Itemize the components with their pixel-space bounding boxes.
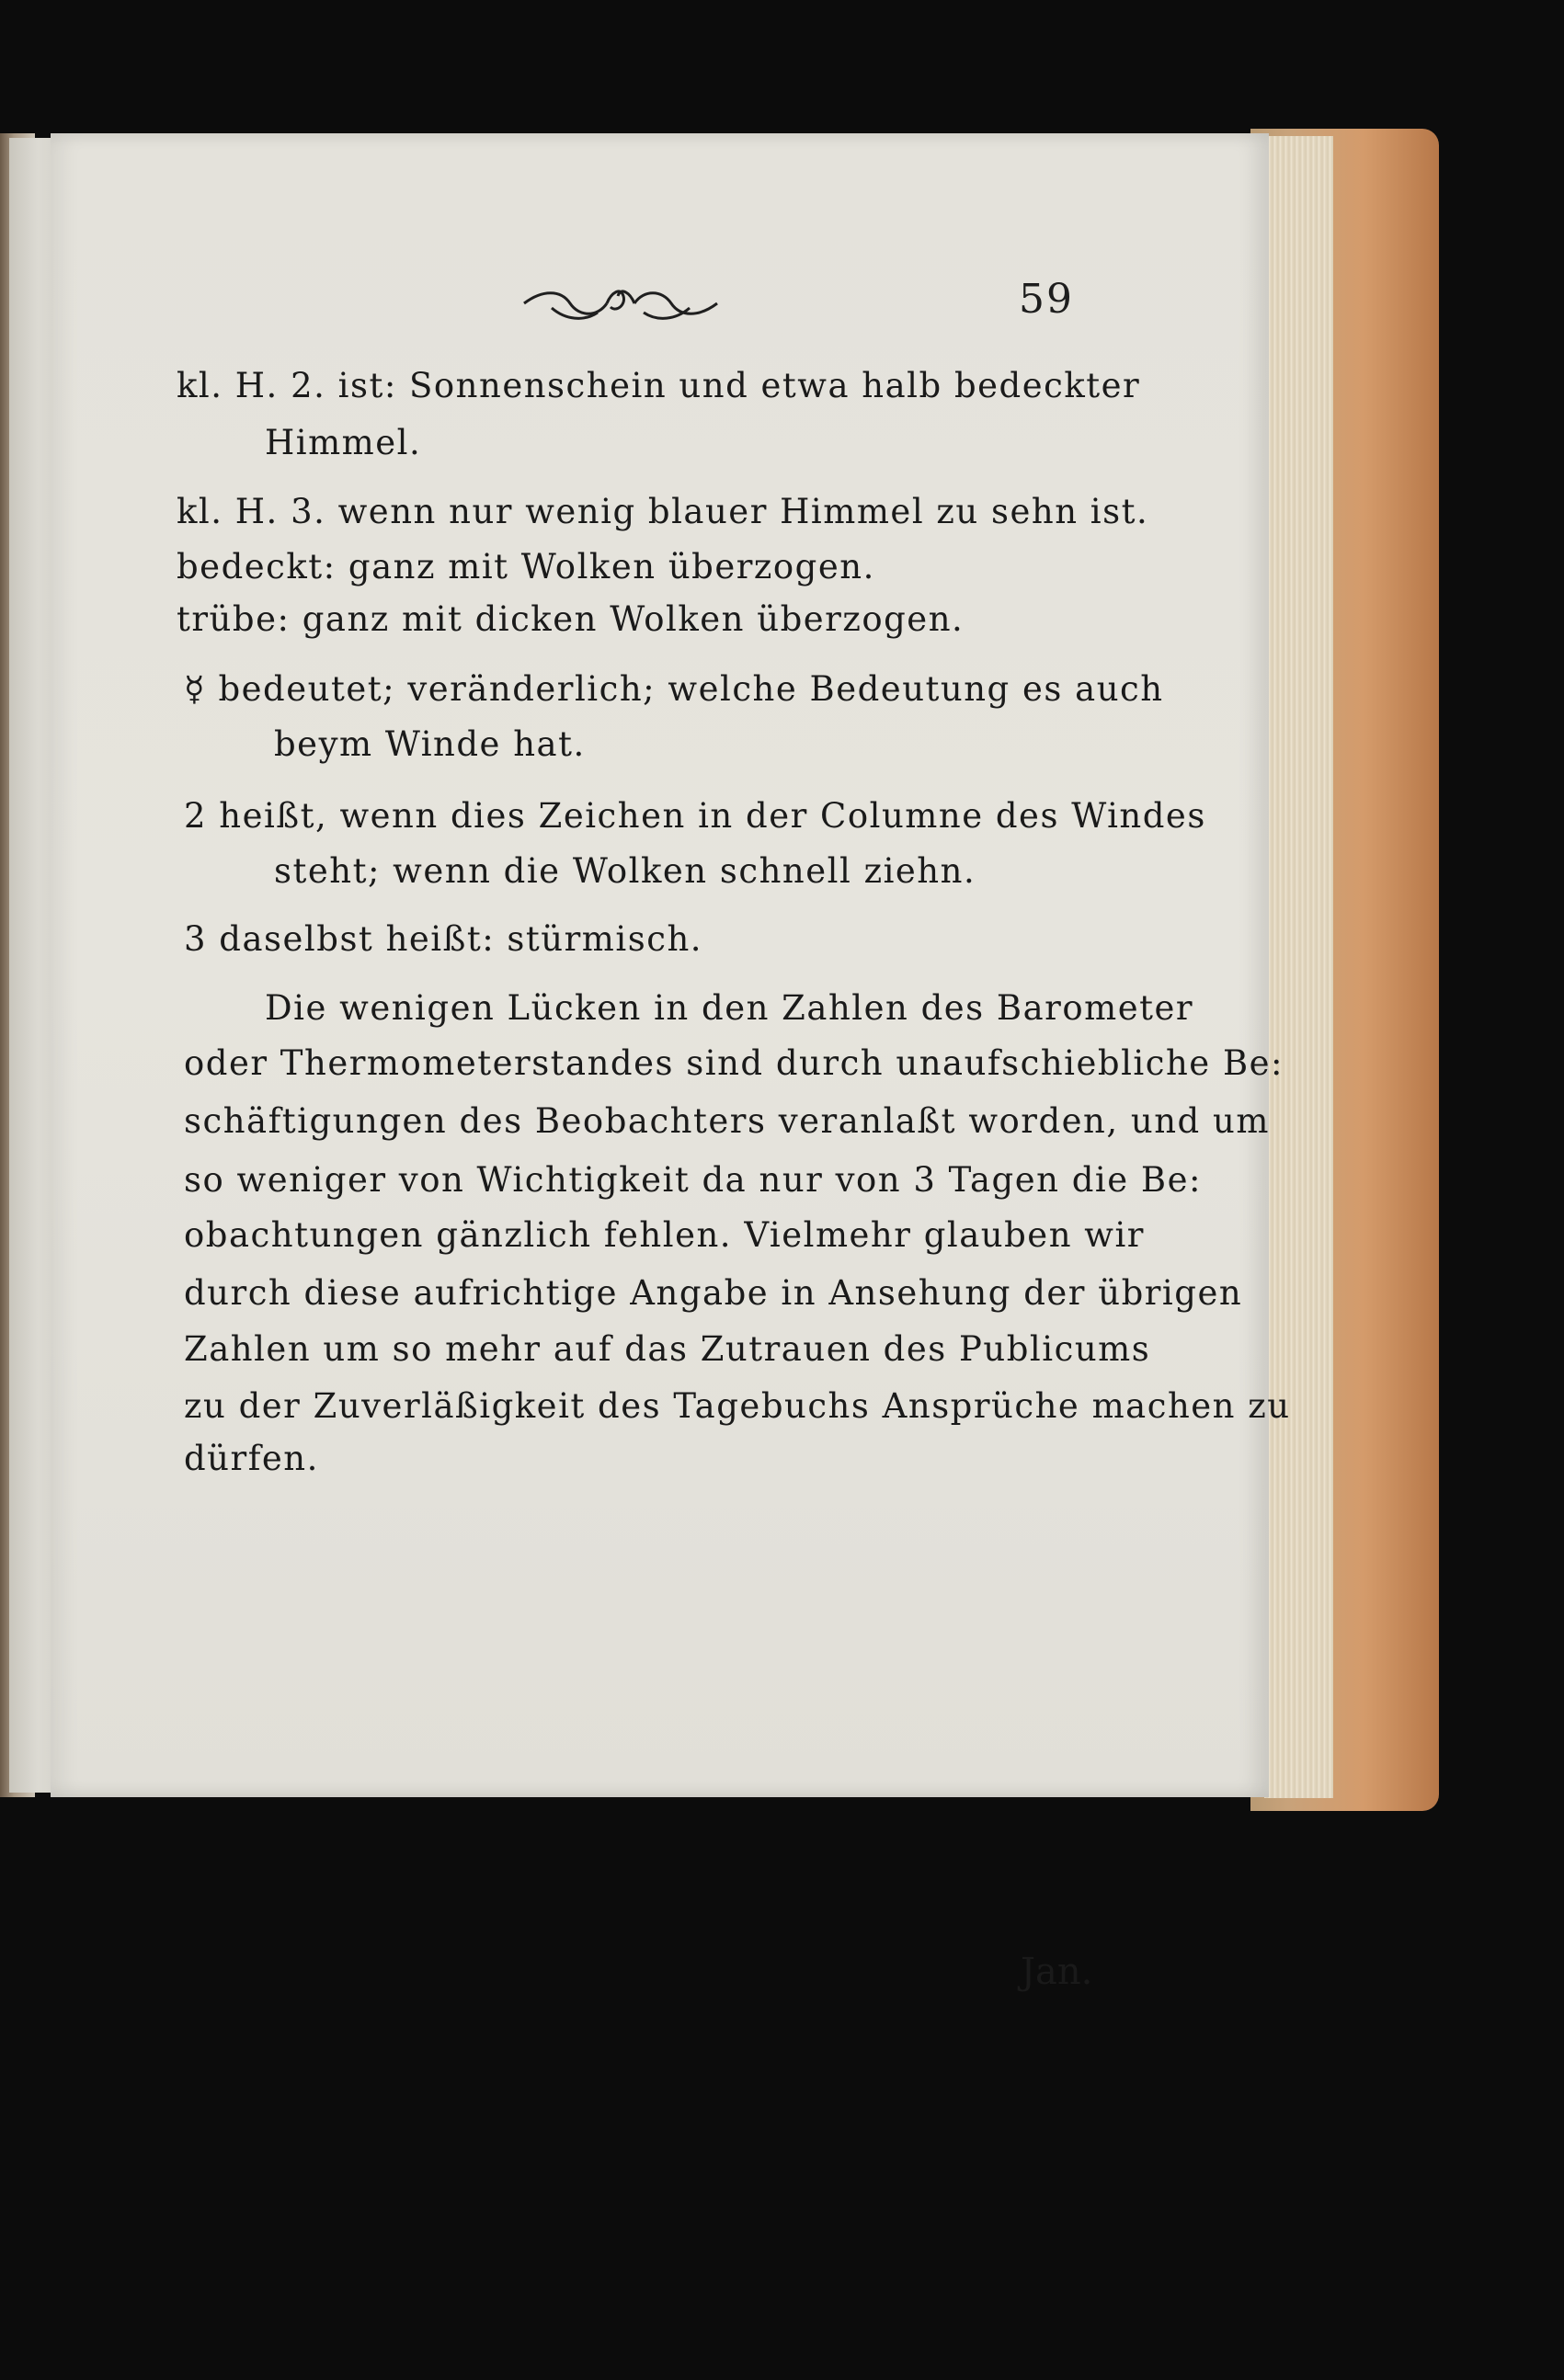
catchword: Jan. — [1021, 1951, 1093, 1993]
paragraph-line: zu der Zuverläßigkeit des Tagebuchs Ansprüche machen zu — [184, 1386, 1291, 1426]
definition-line: 2 heißt, wenn dies Zeichen in der Columne des Windes — [184, 796, 1206, 836]
definition-line: trübe: ganz mit dicken Wolken überzogen. — [177, 599, 965, 639]
definition-line: steht; wenn die Wolken schnell ziehn. — [274, 851, 976, 891]
page-number: 59 — [1019, 276, 1074, 323]
definition-line: 3 daselbst heißt: stürmisch. — [184, 919, 703, 959]
paragraph-line: Die wenigen Lücken in den Zahlen des Barometer — [265, 988, 1194, 1028]
definition-line: ☿ bedeutet; veränderlich; welche Bedeutung es auch — [184, 669, 1164, 709]
paragraph-line: durch diese aufrichtige Angabe in Ansehung der übrigen — [184, 1273, 1243, 1313]
definition-line: beym Winde hat. — [274, 724, 586, 764]
definition-line: kl. H. 2. ist: Sonnenschein und etwa halb bedeckter — [177, 366, 1141, 405]
definition-line: bedeckt: ganz mit Wolken überzogen. — [177, 547, 875, 586]
paragraph-line: obachtungen gänzlich fehlen. Vielmehr glauben wir — [184, 1215, 1145, 1255]
paragraph-line: Zahlen um so mehr auf das Zutrauen des Publicums — [184, 1329, 1151, 1369]
definition-line: Himmel. — [265, 423, 422, 462]
paragraph-line: so weniger von Wichtigkeit da nur von 3 Tagen die Be: — [184, 1160, 1202, 1200]
paragraph-line: oder Thermometerstandes sind durch unaufschiebliche Be: — [184, 1043, 1284, 1083]
paragraph-line: schäftigungen des Beobachters veranlaßt worden, und um — [184, 1101, 1270, 1141]
definition-line: kl. H. 3. wenn nur wenig blauer Himmel zu sehn ist. — [177, 492, 1149, 531]
paragraph-line: dürfen. — [184, 1439, 319, 1478]
